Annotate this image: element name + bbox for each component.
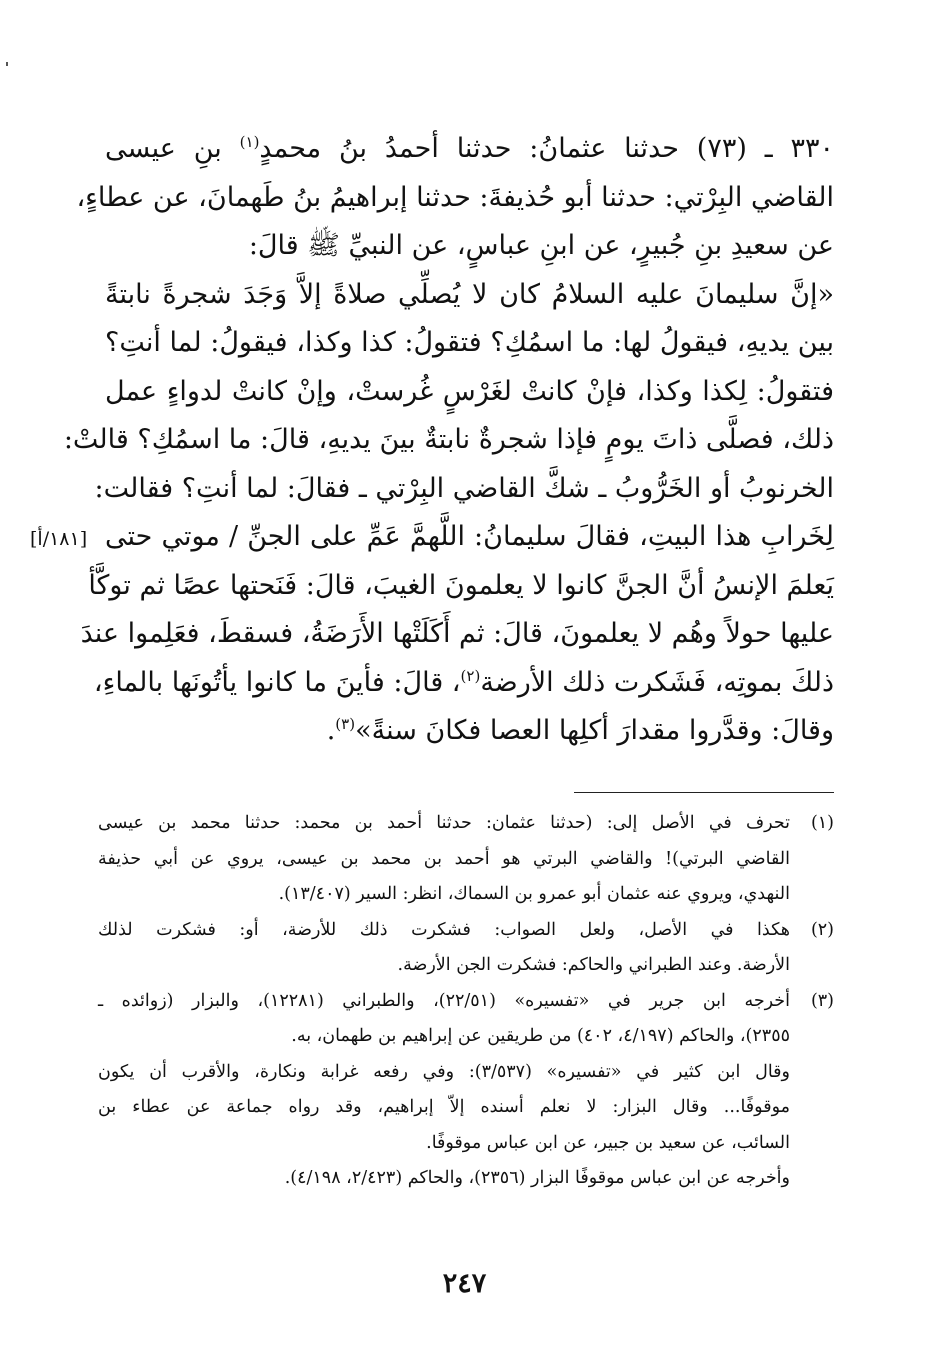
footnote-separator — [574, 792, 834, 793]
manuscript-folio-ref: [١٨١/أ] — [30, 528, 88, 550]
footnote-ref-3: (٣) — [335, 715, 356, 733]
footnote-ref-1: (١) — [239, 133, 260, 151]
footnotes — [98, 806, 834, 1197]
footnote-line: النهدي، ويروي عنه عثمان أبو عمرو بن السماك، انظر: السير (١٣/٤٠٧). — [278, 884, 790, 904]
footnote-line: ٢٣٥٥)، والحاكم (٤/١٩٧، ٤٠٢) من طريقين عن إبراهيم بن طهمان، به. — [291, 1026, 790, 1046]
footnote-3 — [98, 984, 834, 1197]
footnote-number: (٣) — [810, 990, 834, 1011]
footnote-line: وقال ابن كثير في «تفسيره» (٣/٥٣٧): وفي رفعه غرابة ونكارة، والأقرب أن يكون — [98, 1061, 790, 1082]
footnote-body — [98, 806, 790, 913]
text-line-12: ذلكَ بموتِه، فَشَكرت ذلك الأرضة$^{(٢)}$، قالَ: فأينَ ما كانوا يأتُونَها بالماءِ، — [93, 666, 834, 698]
scan-edge-mark — [6, 62, 8, 66]
page-number: ٢٤٧ — [442, 1268, 487, 1299]
text-line-9: لِخَرابِ هذا البيتِ، فقالَ سليمانُ: اللَّهمَّ عَمِّ على الجنِّ / موتي حتى — [105, 521, 834, 552]
footnote-line: القاضي البرتي)! والقاضي البرتي هو أحمد بن محمد بن عيسى، يروي عن أبي حذيفة — [98, 848, 790, 869]
footnote-line: السائب، عن سعيد بن جبير، عن ابن عباس موقوفًا. — [426, 1132, 790, 1153]
text-line-3: عن سعيدِ بنِ جُبيرٍ، عن ابنِ عباسٍ، عن النبيِّ ﷺ قالَ: — [248, 230, 834, 261]
footnote-body — [98, 913, 790, 984]
text-line-6: فتقولُ: لِكذا وكذا، فإنْ كانتْ لغَرْسٍ غُرستْ، وإنْ كانتْ لدواءٍ عمل — [105, 375, 834, 407]
text-line-5: بين يديهِ، فيقولُ لها: ما اسمُكِ؟ فتقولُ: كذا وكذا، فيقولُ: لما أنتِ؟ — [105, 327, 834, 358]
footnote-2 — [98, 913, 834, 984]
text-line-7: ذلك، فصلَّى ذاتَ يومٍ فإذا شجرةٌ نابتةٌ بينَ يديهِ، قالَ: ما اسمُكِ؟ قالتْ: — [63, 424, 834, 455]
text-line-10: يَعلمَ الإنسُ أنَّ الجنَّ كانوا لا يعلمونَ الغيبَ، قالَ: فَنَحتها عصًا ثم توكَّأ — [88, 569, 834, 601]
text-line-4: «إنَّ سليمانَ عليه السلامُ كان لا يُصلِّي صلاةً إلاَّ وَجَدَ شجرةً نابتةً — [105, 278, 834, 310]
footnote-number: (١) — [810, 813, 834, 833]
text-line-1: ٣٣٠ ـ (٧٣) حدثنا عثمانُ: حدثنا أحمدُ بنُ محمدٍ$^{(١)}$ بنِ عيسى — [105, 133, 835, 164]
footnote-line: موقوفًا... وقال البزار: لا نعلم أسنده إلاّ إبراهيم، وقد رواه جماعة عن عطاء بن — [98, 1097, 790, 1117]
footnote-line: وأخرجه عن ابن عباس موقوفًا البزار (٢٣٥٦)، والحاكم (٢/٤٢٣، ٤/١٩٨). — [284, 1168, 790, 1188]
footnote-number: (٢) — [810, 919, 834, 940]
footnote-ref-2: (٢) — [460, 666, 481, 685]
text-line-11: عليها حولاً وهُم لا يعلمونَ، قالَ: ثم أَكَلَتْها الأَرَضَةُ، فسقطَ، فعَلِموا عندَ — [80, 618, 834, 649]
footnote-body — [98, 984, 790, 1197]
footnote-line: تحرف في الأصل إلى: (حدثنا عثمان: حدثنا أحمد بن محمد: حدثنا محمد بن عيسى — [98, 813, 790, 833]
footnote-1 — [98, 806, 834, 913]
footnote-line: أخرجه ابن جرير في «تفسيره» (٢٢/٥١)، والطبراني (١٢٢٨١)، والبزار (زوائده ـ — [98, 990, 790, 1011]
footnote-line: الأرضة. وعند الطبراني والحاكم: فشكرت الجن الأرضة. — [397, 955, 790, 975]
hadith-text — [63, 125, 835, 756]
footnote-line: هكذا في الأصل، ولعل الصواب: فشكرت ذلك للأرضة، أو: فشكرت لذلك — [98, 919, 790, 940]
text-line-2: القاضي البِرْتي: حدثنا أبو حُذيفةَ: حدثنا إبراهيمُ بنُ طَهمانَ، عن عطاءٍ، — [76, 181, 834, 213]
text-line-8: الخرنوبُ أو الخَرُّوبُ ـ شكَّ القاضي البِرْتي ـ فقالَ: لما أنتِ؟ فقالت: — [94, 472, 834, 504]
text-line-13: وقالَ: وقدَّروا مقدارَ أكلِها العصا فكانَ سنةً»$^{(٣)}$. — [326, 715, 834, 746]
